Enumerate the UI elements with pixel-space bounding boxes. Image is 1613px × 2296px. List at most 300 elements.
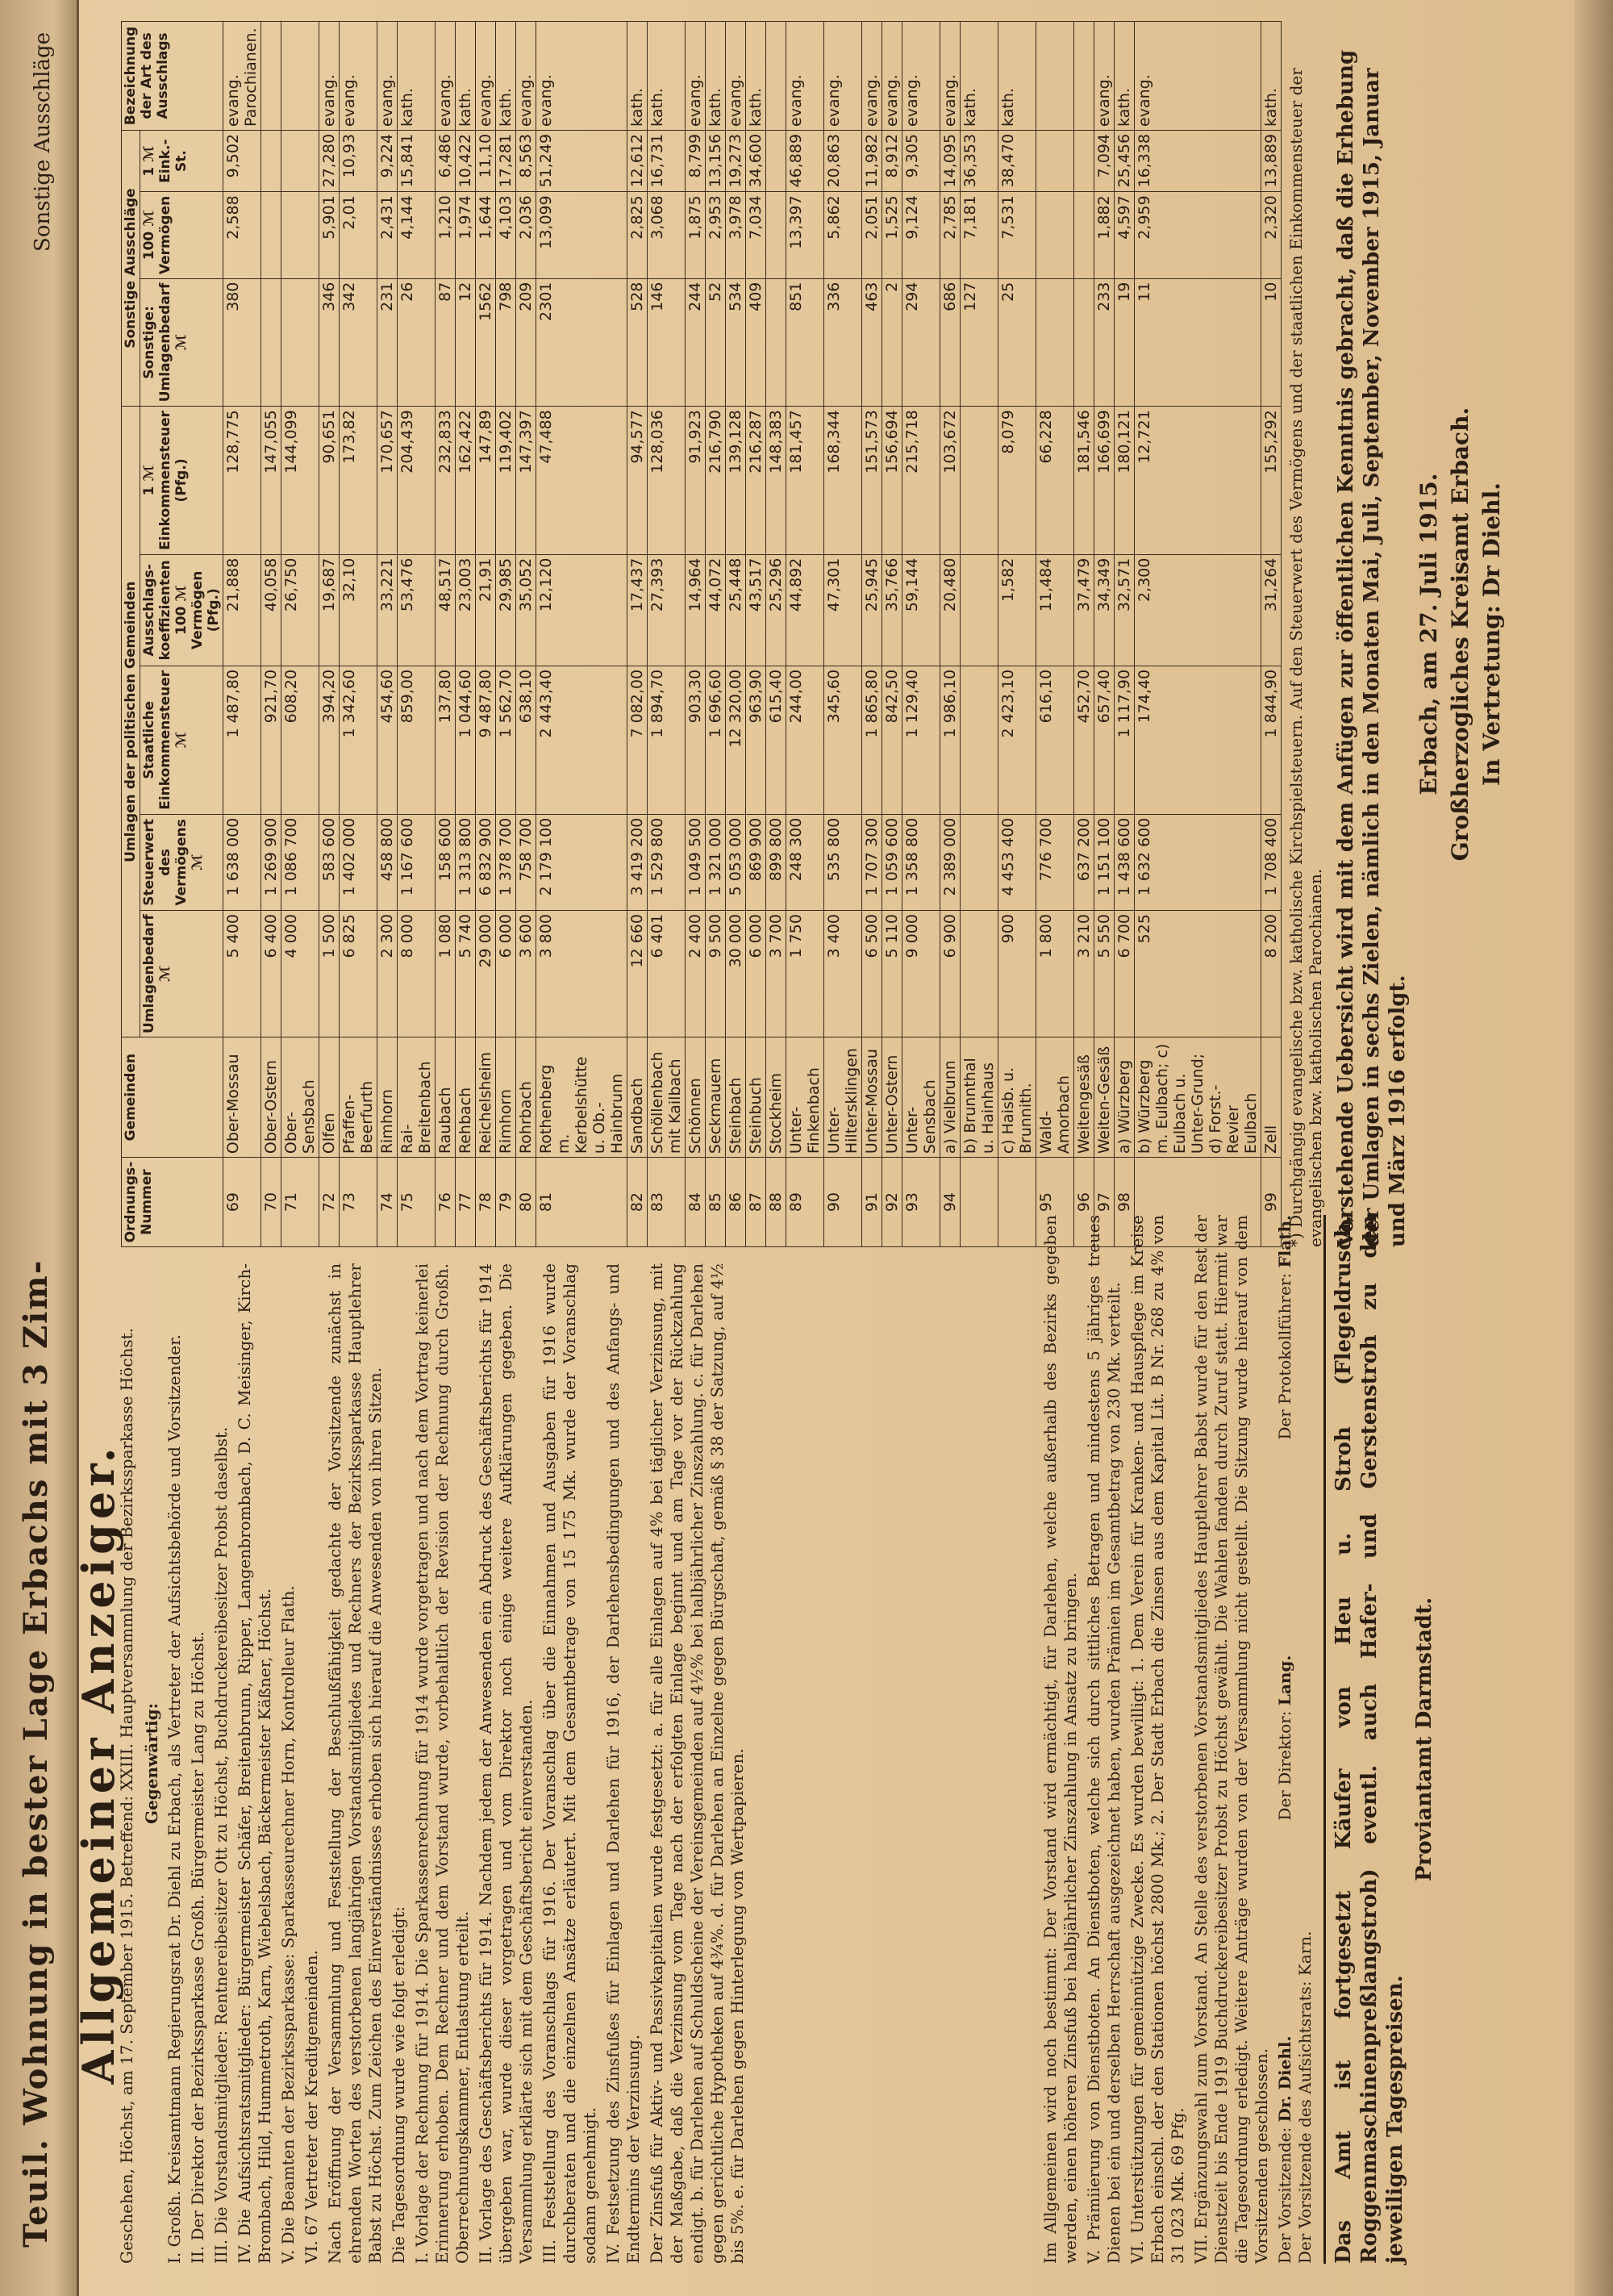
cell-sv: 13,397 [786, 192, 824, 278]
cell-se: 11,982 [862, 130, 882, 191]
cell-sb: 336 [824, 278, 862, 407]
sig-chair: Der Vorsitzende: Dr. Diehl. [1275, 2035, 1294, 2264]
cell-ke: 103,672 [940, 407, 961, 554]
cell-art: evang. [882, 22, 902, 131]
cell-sb: 209 [516, 278, 536, 407]
table-row [1036, 22, 1074, 1247]
cell-art: evang. [726, 22, 746, 131]
cell-sv: 2,036 [516, 192, 536, 278]
cell-sb: 127 [961, 278, 998, 407]
cell-sv: 5,862 [824, 192, 862, 278]
cell-bedarf: 6 401 [648, 911, 686, 1037]
cell-nr: 96 [1074, 1158, 1094, 1247]
cell-ke: 156,694 [882, 407, 902, 554]
cell-sv: 2,785 [940, 192, 961, 278]
cell-sv [766, 192, 786, 278]
cell-name: Weiten-Gesäß [1094, 1037, 1115, 1158]
cell-ke: 173,82 [340, 407, 377, 554]
cell-ke: 119,402 [496, 407, 516, 554]
cell-art: evang. [940, 22, 961, 131]
cell-eink: 1 342,60 [340, 666, 377, 814]
cell-kv: 34,349 [1094, 554, 1115, 666]
cell-nr: 89 [786, 1158, 824, 1247]
cell-sv: 13,099 [536, 192, 627, 278]
cell-ke: 216,287 [746, 407, 766, 554]
col-k-eink: 1 ℳ Einkommensteuer (Pfg.) [140, 407, 223, 554]
cell-kv: 25,945 [862, 554, 882, 666]
cell-art: evang. [902, 22, 940, 131]
cell-bedarf: 5 400 [223, 911, 261, 1037]
cell-art: evang. [377, 22, 398, 131]
cell-eink: 1 117,90 [1115, 666, 1135, 814]
table-row [516, 22, 536, 1247]
cell-bedarf: 6 900 [940, 911, 961, 1037]
cell-bedarf: 3 800 [536, 911, 627, 1037]
cell-name: Stockheim [766, 1037, 786, 1158]
cell-sb: 409 [746, 278, 766, 407]
cell-nr: 93 [902, 1158, 940, 1247]
cell-se [766, 130, 786, 191]
cell-name: Rimhorn [496, 1037, 516, 1158]
cell-art: evang. [476, 22, 496, 131]
cell-sv: 4,597 [1115, 192, 1135, 278]
protocol-paragraph: Die Tagesordnung wurde wie folgt erledigt: [389, 1906, 408, 2264]
cell-kv: 14,964 [686, 554, 706, 666]
cell-se: 12,612 [627, 130, 648, 191]
cell-sv: 2,825 [627, 192, 648, 278]
cell-se: 38,470 [998, 130, 1036, 191]
table-footnote: *) Durchgängig evangelische bzw. katholische Kirchspielsteuern. Auf den Steuerwert des Vermögens und der staatlichen Einkommensteuer der evangelischen bzw. katholischen Parochianen. [1286, 68, 1325, 1247]
sig-director: Der Direktor: Lang. [1275, 1655, 1294, 1821]
cell-eink: 903,30 [686, 666, 706, 814]
cell-name: Seckmauern [706, 1037, 726, 1158]
table-row [377, 22, 398, 1247]
cell-verm: 458 800 [377, 814, 398, 910]
cell-nr: 70 [261, 1158, 281, 1247]
table-row [476, 22, 496, 1247]
cell-name: Ober-Mossau [223, 1037, 261, 1158]
cell-eink: 2 423,10 [998, 666, 1036, 814]
cell-art [766, 22, 786, 131]
cell-name: Sandbach [627, 1037, 648, 1158]
cell-name: c) Haisb. u. Brunnith. [998, 1037, 1036, 1158]
cell-ke: 168,344 [824, 407, 862, 554]
place-date: Erbach, am 27. Juli 1915. [1415, 473, 1442, 795]
table-row [627, 22, 648, 1247]
cell-name: Schöllenbach mit Kailbach [648, 1037, 686, 1158]
cell-ke: 128,775 [223, 407, 261, 554]
cell-eink: 1 986,10 [940, 666, 961, 814]
cell-name: Rehbach [456, 1037, 476, 1158]
anzeiger-column-continued [1040, 1215, 1492, 2264]
cell-sb: 686 [940, 278, 961, 407]
table-row [786, 22, 824, 1247]
cell-name: a) Vielbrunn [940, 1037, 961, 1158]
cell-kv: 53,476 [398, 554, 436, 666]
cell-sv: 1,644 [476, 192, 496, 278]
cell-kv: 40,058 [261, 554, 281, 666]
cell-sv: 9,124 [902, 192, 940, 278]
cell-verm: 1 402 000 [340, 814, 377, 910]
cell-verm: 1 313 800 [456, 814, 476, 910]
table-row [940, 22, 961, 1247]
cell-se: 15,841 [398, 130, 436, 191]
cell-nr [961, 1158, 998, 1247]
cell-verm: 1 167 600 [398, 814, 436, 910]
cell-verm: 158 600 [436, 814, 456, 910]
cell-art: evang. [340, 22, 377, 131]
cell-name: Raubach [436, 1037, 456, 1158]
protocol-paragraph: Nach Eröffnung der Versammlung und Feststellung der Beschlußfähigkeit gedachte der Vorsitzende zunächst in ehrenden Worten des verstorbenen langjährigen Vorstandsmitgliedes und Rechners der Bezirkssparkasse Hauptlehrer Babst zu Höchst. Zum Zeichen des Einverständnisses erhoben sich hierauf die Anwesenden von ihren Sitzen. [325, 1263, 385, 2264]
cell-kv: 59,144 [902, 554, 940, 666]
protocol-paragraph: III. Feststellung des Voranschlags für 1916. Der Voranschlag über die Einnahmen und Ausgaben für 1916 wurde durchberaten und die einzelnen Ansätze erläutert. Mit dem Gesamtbetrage von 15 175 Mk. wurde der Voranschlag sodann genehmigt. [540, 1263, 599, 2264]
cell-sb: 87 [436, 278, 456, 407]
cell-ke: 204,439 [398, 407, 436, 554]
cell-art: kath. [398, 22, 436, 131]
cell-verm: 899 800 [766, 814, 786, 910]
table-row [1261, 22, 1282, 1247]
cell-bedarf: 3 210 [1074, 911, 1094, 1037]
cell-sb: 11 [1135, 278, 1261, 407]
cell-kv: 31,264 [1261, 554, 1282, 666]
cell-eink: 1 129,40 [902, 666, 940, 814]
protocol-paragraph: Im Allgemeinen wird noch bestimmt: Der Vorstand wird ermächtigt, für Darlehen, welche außerhalb des Bezirks gegeben werden, einen höheren Zinsfuß bei halbjährlicher Zinszahlung in Ansatz zu bringen. [1040, 1215, 1080, 2264]
cell-nr [1135, 1158, 1261, 1247]
cell-name: Ober-Ostern [261, 1037, 281, 1158]
cell-se: 16,338 [1135, 130, 1261, 191]
cell-verm: 637 200 [1074, 814, 1094, 910]
cell-se: 51,249 [536, 130, 627, 191]
cell-kv [961, 554, 998, 666]
table-row [261, 22, 281, 1247]
cell-se [261, 130, 281, 191]
cell-sb: 26 [398, 278, 436, 407]
cell-name: Wald-Amorbach [1036, 1037, 1074, 1158]
cell-nr: 97 [1094, 1158, 1115, 1247]
cell-bedarf: 12 660 [627, 911, 648, 1037]
table-row [961, 22, 998, 1247]
cell-sv: 2,588 [223, 192, 261, 278]
notice-text: Das Amt ist fortgesetzt Käufer von Heu u. Stroh (Flegeldrusch, Roggenmaschinenpreßlangstroh) eventl. auch Hafer- und Gerstenstroh zu den jeweiligen Tagespreisen. [1332, 1215, 1407, 2264]
sig-supervisory: Der Vorsitzende des Aufsichtsrats: Karn. [1295, 1931, 1315, 2264]
cell-name: b) Brunnthal u. Hainhaus [961, 1037, 998, 1158]
cell-name: b) Würzberg m. Eulbach; c) Eulbach u. Unter-Grund; d) Forst.-Revier Eulbach [1135, 1037, 1261, 1158]
cell-art: kath. [961, 22, 998, 131]
cell-bedarf: 5 110 [882, 911, 902, 1037]
cell-nr: 77 [456, 1158, 476, 1247]
cell-sv: 1,210 [436, 192, 456, 278]
cell-bedarf: 8 200 [1261, 911, 1282, 1037]
cell-ke: 216,790 [706, 407, 726, 554]
cell-verm: 2 179 100 [536, 814, 627, 910]
cell-eink: 859,00 [398, 666, 436, 814]
cell-nr: 92 [882, 1158, 902, 1247]
cell-kv: 26,750 [281, 554, 319, 666]
cell-name: Schönnen [686, 1037, 706, 1158]
cell-kv: 43,517 [746, 554, 766, 666]
table-row [1074, 22, 1094, 1247]
cell-nr: 86 [726, 1158, 746, 1247]
cell-bedarf: 4 000 [281, 911, 319, 1037]
cell-sv: 4,144 [398, 192, 436, 278]
cell-verm: 1 708 400 [1261, 814, 1282, 910]
cell-eink: 452,70 [1074, 666, 1094, 814]
cell-sv: 4,103 [496, 192, 516, 278]
cell-kv: 27,393 [648, 554, 686, 666]
cell-art: evang. [824, 22, 862, 131]
cell-bedarf: 1 800 [1036, 911, 1074, 1037]
cell-se: 34,600 [746, 130, 766, 191]
member-line: V. Die Beamten der Bezirkssparkasse: Sparkasseurechner Horn, Kontrolleur Flath. [278, 1585, 298, 2264]
cell-sb: 233 [1094, 278, 1115, 407]
col-s-eink: 1 ℳ Eink.-St. [140, 130, 223, 191]
member-line: III. Die Vorstandsmitglieder: Rentnereibesitzer Ott zu Höchst, Buchdruckereibesitzer Probst daselbst. [211, 1426, 231, 2264]
cell-sv: 5,901 [319, 192, 340, 278]
protocol-paragraph: VII. Ergänzungswahl zum Vorstand. An Stelle des verstorbenen Vorstandsmitgliedes Hauptlehrer Babst wurde für den Rest der Dienstzeit bis Ende 1919 Buchdruckereibesitzer Probst zu Höchst gewählt. Die Wahlen fanden durch Zuruf statt. Hiermit war die Tagesordnung erledigt. Weitere Anträge wurden von der Versammlung nicht gestellt. Die Sitzung wurde hierauf von dem Vorsitzenden geschlossen. [1191, 1215, 1271, 2264]
cell-art: kath. [627, 22, 648, 131]
cell-sb [261, 278, 281, 407]
cell-se: 25,456 [1115, 130, 1135, 191]
cell-sv: 2,320 [1261, 192, 1282, 278]
cell-se: 10,93 [340, 130, 377, 191]
cell-ke: 232,833 [436, 407, 456, 554]
cell-name: Unter-Hiltersklingen [824, 1037, 862, 1158]
cell-ke: 162,422 [456, 407, 476, 554]
cell-art [281, 22, 319, 131]
cell-kv: 44,072 [706, 554, 726, 666]
cell-se: 36,353 [961, 130, 998, 191]
cell-art: kath. [456, 22, 476, 131]
cell-eink: 1 044,60 [456, 666, 476, 814]
wohnung-ad: Teuil. Wohnung in bester Lage Erbachs mit 3 Zim- [17, 1259, 55, 2248]
cell-verm: 869 900 [746, 814, 766, 910]
cell-bedarf: 29 000 [476, 911, 496, 1037]
col-sonstige: Sonstige Ausschläge [122, 130, 140, 406]
cell-sv: 3,978 [726, 192, 746, 278]
cell-ke: 66,228 [1036, 407, 1074, 554]
cell-art: kath. [1261, 22, 1282, 131]
cell-name: Rohrbach [516, 1037, 536, 1158]
cell-sv: 7,034 [746, 192, 766, 278]
cell-nr: 82 [627, 1158, 648, 1247]
cell-kv: 2,300 [1135, 554, 1261, 666]
table-row [398, 22, 436, 1247]
table-row [648, 22, 686, 1247]
cell-name: Ober-Sensbach [281, 1037, 319, 1158]
cell-sv: 1,882 [1094, 192, 1115, 278]
cell-bedarf: 6 000 [746, 911, 766, 1037]
protocol-paragraph: II. Vorlage des Geschäftsberichts für 1914. Nachdem jedem der Anwesenden ein Abdruck des Geschäftsberichts für 1914 übergeben war, wurde dieser vorgetragen und vom Direktor noch einige weitere Aufklärungen gegeben. Die Versammlung erklärte sich mit dem Geschäftsbericht einverstanden. [476, 1263, 536, 2264]
cell-art: kath. [1115, 22, 1135, 131]
cell-sb: 231 [377, 278, 398, 407]
protocol-paragraph: IV. Festsetzung des Zinsfußes für Einlagen und Darlehen für 1916, der Darlehensbedingungen und des Anfangs- und Endtermins der Verzinsung. [603, 1263, 643, 2264]
signer: In Vertretung: Dr Diehl. [1478, 482, 1505, 786]
cell-name: Rimhorn [377, 1037, 398, 1158]
cell-se: 6,486 [436, 130, 456, 191]
cell-sb: 2301 [536, 278, 627, 407]
table-body [223, 22, 1282, 1247]
cell-se: 11,10 [476, 130, 496, 191]
cell-art: kath. [496, 22, 516, 131]
cell-sv: 2,431 [377, 192, 398, 278]
col-einkommen: Staatliche Einkommensteuer ℳ [140, 666, 223, 814]
cell-art: evang. [686, 22, 706, 131]
cell-sb [766, 278, 786, 407]
cell-bedarf: 9 000 [902, 911, 940, 1037]
cell-ke: 147,89 [476, 407, 496, 554]
cell-se: 20,863 [824, 130, 862, 191]
cell-verm: 1 529 800 [648, 814, 686, 910]
cell-ke: 180,121 [1115, 407, 1135, 554]
cell-verm: 1 059 600 [882, 814, 902, 910]
cell-sb: 52 [706, 278, 726, 407]
cell-sb: 528 [627, 278, 648, 407]
cell-kv: 11,484 [1036, 554, 1074, 666]
cell-kv: 21,888 [223, 554, 261, 666]
cell-ke: 139,128 [726, 407, 746, 554]
table-row [706, 22, 726, 1247]
protocol-paragraph: Der Zinsfuß für Aktiv- und Passivkapitalien wurde festgesetzt: a. für alle Einlagen auf 4% bei täglicher Verzinsung, mit der Maßgabe, daß die Verzinsung vom Tage nach der erfolgten Einlage beginnt und am Tage vor der Rückzahlung endigt. b. für Darlehen auf Schuldscheine der Vereinsgemeinden auf 4½% bei halbjährlicher Zinszahlung. c. für Darlehen gegen gerichtliche Hypotheken auf 4¾%. d. für Darlehen an Einzelne gegen Bürgschaft, gemäß § 38 der Satzung, auf 4½ bis 5%. e. für Darlehen gegen Hinterlegung von Wertpapieren. [647, 1263, 747, 2264]
protocol-intro: Geschehen, Höchst, am 17. September 1915. Betreffend: XXIII. Hauptversammlung der Bezirkssparkasse Höchst. [117, 1327, 136, 2264]
cell-bedarf: 525 [1135, 911, 1261, 1037]
cell-ke: 151,573 [862, 407, 882, 554]
cell-nr: 87 [746, 1158, 766, 1247]
cell-art: evang. [786, 22, 824, 131]
cell-nr: 69 [223, 1158, 261, 1247]
cell-bedarf: 3 600 [516, 911, 536, 1037]
cell-se: 7,094 [1094, 130, 1115, 191]
table-row [686, 22, 706, 1247]
cell-kv: 19,687 [319, 554, 340, 666]
cell-eink: 7 082,00 [627, 666, 648, 814]
cell-art [1074, 22, 1094, 131]
cell-verm: 3 419 200 [627, 814, 648, 910]
cell-nr: 71 [281, 1158, 319, 1247]
cell-eink: 921,70 [261, 666, 281, 814]
cell-bedarf: 6 000 [496, 911, 516, 1037]
cell-verm [961, 814, 998, 910]
anzeiger-column [73, 1263, 766, 2264]
cell-kv: 35,766 [882, 554, 902, 666]
table-row [536, 22, 627, 1247]
cell-eink: 9 487,80 [476, 666, 496, 814]
cell-kv: 32,571 [1115, 554, 1135, 666]
cell-name: Unter-Ostern [882, 1037, 902, 1158]
cell-verm: 6 832 900 [476, 814, 496, 910]
col-gemeinde: Gemeinden [122, 1037, 223, 1158]
cell-name: Olfen [319, 1037, 340, 1158]
cell-verm: 1 707 300 [862, 814, 882, 910]
cell-ke: 147,055 [261, 407, 281, 554]
cell-ke: 215,718 [902, 407, 940, 554]
cell-ke: 181,546 [1074, 407, 1094, 554]
col-s-verm: 100 ℳ Vermögen [140, 192, 223, 278]
cell-kv: 12,120 [536, 554, 627, 666]
sig-recorder: Der Protokollführer: Flath. [1275, 1215, 1294, 1440]
cell-se [281, 130, 319, 191]
cell-bedarf: 1 080 [436, 911, 456, 1037]
cell-ke: 166,699 [1094, 407, 1115, 554]
cell-verm: 1 638 000 [223, 814, 261, 910]
cell-nr: 73 [340, 1158, 377, 1247]
cell-kv: 47,301 [824, 554, 862, 666]
cell-verm: 583 600 [319, 814, 340, 910]
cell-kv: 25,296 [766, 554, 786, 666]
cell-eink: 638,10 [516, 666, 536, 814]
cell-nr: 95 [1036, 1158, 1074, 1247]
cell-se: 16,731 [648, 130, 686, 191]
cell-eink: 963,90 [746, 666, 766, 814]
protocol-paragraph: V. Prämiierung von Dienstboten. An Dienstboten, welche sich durch sittliches Betragen und mindestens 5 jähriges treues Dienen bei ein und derselben Herrschaft ausgezeichnet haben, wurden Prämien im Gesamtbetrag von 230 Mk. verteilt. [1084, 1215, 1123, 2264]
member-line: II. Der Direktor der Bezirkssparkasse Großh. Bürgermeister Lang zu Höchst. [188, 1631, 207, 2264]
cell-sv: 2,01 [340, 192, 377, 278]
cell-verm: 758 700 [516, 814, 536, 910]
cell-verm: 776 700 [1036, 814, 1074, 910]
cell-verm: 1 151 100 [1094, 814, 1115, 910]
cell-art: evang. Parochianen. [223, 22, 261, 131]
cell-se: 27,280 [319, 130, 340, 191]
cell-eink: 2 443,40 [536, 666, 627, 814]
cell-art: evang. [862, 22, 882, 131]
cell-nr: 85 [706, 1158, 726, 1247]
cell-verm: 1 049 500 [686, 814, 706, 910]
cell-se [1074, 130, 1094, 191]
table-row [319, 22, 340, 1247]
cell-nr: 98 [1115, 1158, 1135, 1247]
cell-verm: 1 086 700 [281, 814, 319, 910]
member-line: IV. Die Aufsichtsratsmitglieder: Bürgermeister Schäfer, Breitenbrunn, Ripper, Langenbrombach, D. C. Meisinger, Kirch-Brombach, Hild, Hummetroth, Karn, Wiebelsbach, Bäckermeister Käßner, Höchst. [235, 1263, 274, 2264]
cell-ke: 148,383 [766, 407, 786, 554]
cell-eink: 244,00 [786, 666, 824, 814]
table-row [340, 22, 377, 1247]
cell-verm: 535 800 [824, 814, 862, 910]
col-k-verm: Ausschlags-koeffizienten 100 ℳ Vermögen (Pfg.) [140, 554, 223, 666]
cell-kv: 20,480 [940, 554, 961, 666]
cell-eink: 12 320,00 [726, 666, 746, 814]
cell-verm: 248 300 [786, 814, 824, 910]
cell-bedarf: 1 500 [319, 911, 340, 1037]
table-row [456, 22, 476, 1247]
table-row [998, 22, 1036, 1247]
cell-nr: 72 [319, 1158, 340, 1247]
top-strip [0, 0, 77, 2296]
cell-kv: 35,052 [516, 554, 536, 666]
cell-se [1036, 130, 1074, 191]
cell-ke: 8,079 [998, 407, 1036, 554]
cell-eink: 1 894,70 [648, 666, 686, 814]
cell-name: Steinbuch [746, 1037, 766, 1158]
cell-verm: 1 438 600 [1115, 814, 1135, 910]
cell-verm: 1 321 000 [706, 814, 726, 910]
table-row [1135, 22, 1261, 1247]
cell-verm: 1 269 900 [261, 814, 281, 910]
table-row [824, 22, 862, 1247]
cell-art: evang. [436, 22, 456, 131]
cell-nr: 79 [496, 1158, 516, 1247]
cell-sv [261, 192, 281, 278]
col-s-bedarf: Sonstige: Umlagenbedarf ℳ [140, 278, 223, 407]
cell-eink: 615,40 [766, 666, 786, 814]
cell-nr: 78 [476, 1158, 496, 1247]
cell-sb: 463 [862, 278, 882, 407]
cell-sv: 2,051 [862, 192, 882, 278]
cell-se: 13,889 [1261, 130, 1282, 191]
cell-sv [1074, 192, 1094, 278]
cell-se: 9,224 [377, 130, 398, 191]
table-row [746, 22, 766, 1247]
cell-art: kath. [998, 22, 1036, 131]
umlagen-table-section [121, 21, 1557, 1247]
